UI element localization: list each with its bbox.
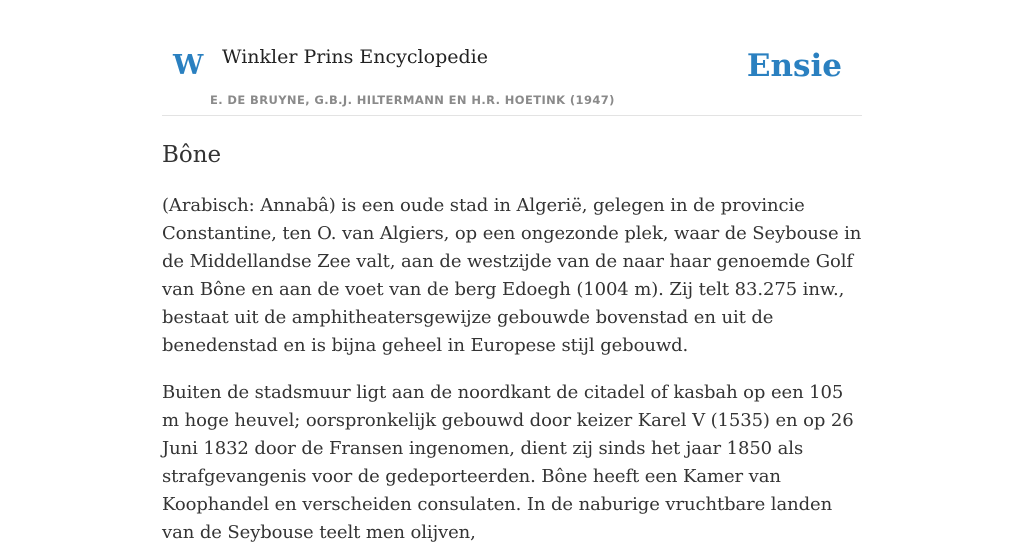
- winkler-prins-logo[interactable]: W: [173, 50, 204, 81]
- entry-title: Bône: [162, 142, 222, 168]
- header: [162, 0, 862, 116]
- book-authors: E. DE BRUYNE, G.B.J. HILTERMANN EN H.R. HOETINK (1947): [210, 93, 615, 107]
- ensie-logo-link[interactable]: Ensie: [746, 48, 842, 84]
- entry-paragraph: (Arabisch: Annabâ) is een oude stad in Algerië, gelegen in de provincie Constantine, ten O. van Algiers, op een ongezonde plek, waar de Seybouse in de Middellandse Zee valt, aan de westzijde van de naar haar genoemde Golf van Bône en aan de voet van de berg Edoegh (1004 m). Zij telt 83.275 inw., bestaat uit de amphitheatersgewijze gebouwde bovenstad en uit de benedenstad en is bijna geheel in Europese stijl gebouwd.: [162, 195, 862, 356]
- book-title[interactable]: Winkler Prins Encyclopedie: [222, 46, 488, 68]
- entry-content: [162, 140, 862, 547]
- entry-paragraph: Buiten de stadsmuur ligt aan de noordkant de citadel of kasbah op een 105 m hoge heuvel; oorspronkelijk gebouwd door keizer Karel V (1535) en op 26 Juni 1832 door de Fransen ingenomen, dient zij sinds het jaar 1850 als strafgevangenis voor de gedeporteerden. Bône heeft een Kamer van Koophandel en verscheiden consulaten. In de naburige vruchtbare landen van de Seybouse teelt men olijven,: [162, 382, 854, 543]
